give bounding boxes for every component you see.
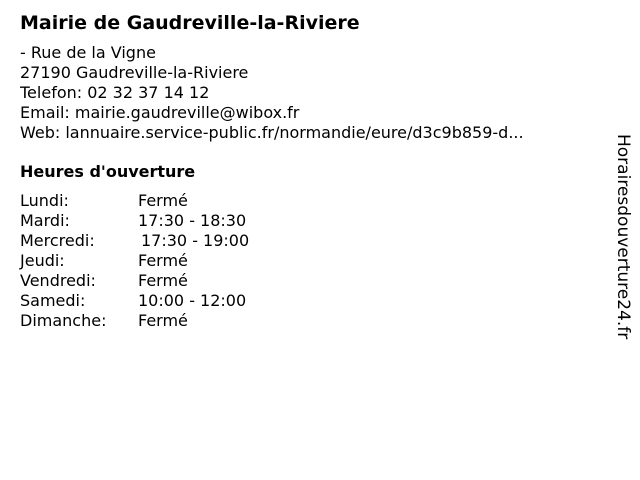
day-label: Vendredi: xyxy=(20,271,96,290)
hours-table xyxy=(20,191,600,331)
hours-row-friday xyxy=(20,271,600,291)
day-label: Lundi: xyxy=(20,191,69,210)
time-value: Fermé xyxy=(138,271,188,290)
day-label: Jeudi: xyxy=(20,251,65,270)
day-label: Mardi: xyxy=(20,211,70,230)
hours-row-thursday xyxy=(20,251,600,271)
time-value: Fermé xyxy=(138,251,188,270)
time-value: 17:30 - 19:00 xyxy=(141,231,250,250)
day-label: Mercredi: xyxy=(20,231,95,250)
address-block xyxy=(20,43,600,143)
time-value: Fermé xyxy=(138,191,188,210)
day-label: Samedi: xyxy=(20,291,86,310)
info-card xyxy=(20,10,600,331)
street-line: - Rue de la Vigne xyxy=(20,43,156,62)
web-line: Web: lannuaire.service-public.fr/normandie/eure/d3c9b859-d... xyxy=(20,123,524,142)
hours-row-saturday xyxy=(20,291,600,311)
hours-row-monday xyxy=(20,191,600,211)
hours-row-tuesday xyxy=(20,211,600,231)
time-value: Fermé xyxy=(138,311,188,330)
phone-line: Telefon: 02 32 37 14 12 xyxy=(20,83,210,102)
hours-row-wednesday xyxy=(20,231,600,251)
hours-heading: Heures d'ouverture xyxy=(20,162,196,181)
page-title: Mairie de Gaudreville-la-Riviere xyxy=(20,12,360,34)
time-value: 10:00 - 12:00 xyxy=(138,291,247,310)
time-value: 17:30 - 18:30 xyxy=(138,211,247,230)
email-line: Email: mairie.gaudreville@wibox.fr xyxy=(20,103,300,122)
site-watermark: Horairesdouverture24.fr xyxy=(613,134,633,340)
day-label: Dimanche: xyxy=(20,311,107,330)
hours-row-sunday xyxy=(20,311,600,331)
city-line: 27190 Gaudreville-la-Riviere xyxy=(20,63,249,82)
